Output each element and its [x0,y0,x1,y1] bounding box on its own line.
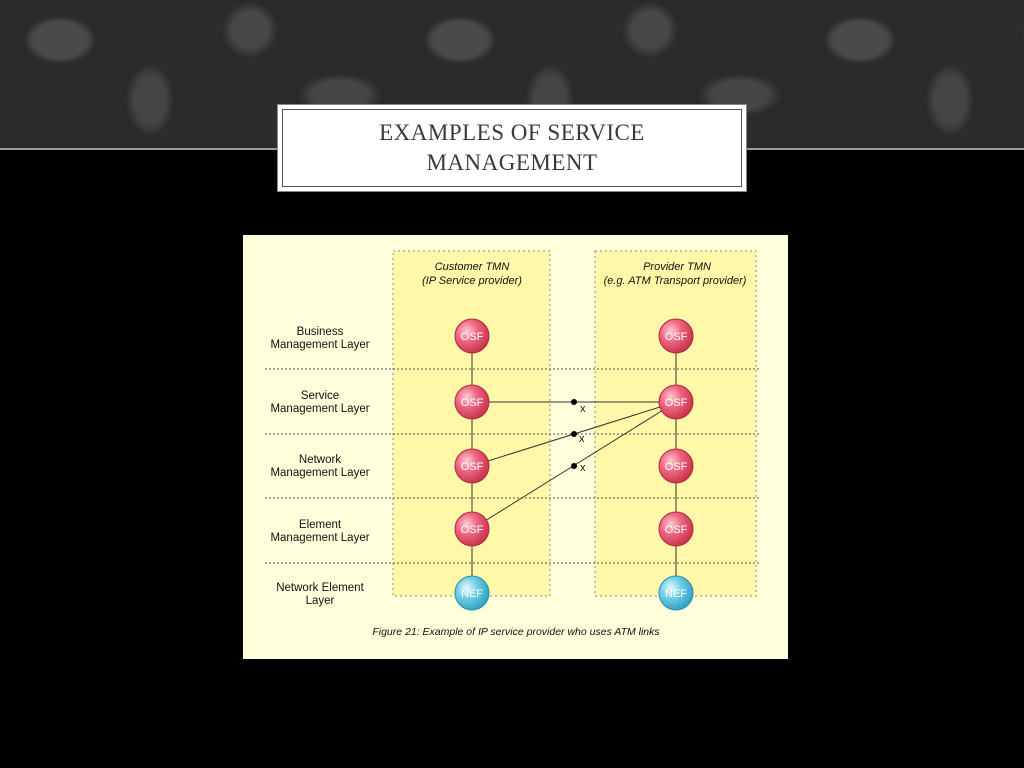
provider-tmn-subtitle: (e.g. ATM Transport provider) [603,275,747,287]
svg-text:Network Element: Network Element [276,582,364,594]
customer-element-osf-node [455,512,489,546]
svg-text:Business: Business [296,326,344,338]
element-layer-label [270,519,369,544]
provider-nef-node [659,576,693,610]
svg-text:OSF: OSF [664,331,688,343]
provider-network-osf-node [659,449,693,483]
svg-text:Element: Element [298,519,342,531]
svg-text:Network: Network [298,454,342,466]
svg-text:OSF: OSF [460,461,484,473]
customer-service-osf-node [455,385,489,419]
link-junction-dot [571,463,577,469]
business-layer-label [270,326,369,351]
customer-business-osf-node [455,319,489,353]
svg-text:Management Layer: Management Layer [270,403,370,415]
customer-tmn-title: Customer TMN [434,261,510,273]
link-marker: x [580,462,586,474]
figure-caption: Figure 21: Example of IP service provider who uses ATM links [372,626,660,638]
svg-text:NEF: NEF [665,588,687,600]
svg-text:OSF: OSF [460,397,484,409]
link-marker: x [580,403,586,415]
slide-title: EXAMPLES OF SERVICE MANAGEMENT [379,120,645,175]
svg-text:NEF: NEF [461,588,483,600]
provider-tmn-title: Provider TMN [643,261,711,273]
link-junction-dot [571,399,577,405]
tmn-diagram-svg [243,235,788,659]
customer-nef-node [455,576,489,610]
svg-text:OSF: OSF [460,524,484,536]
service-layer-label [270,390,369,415]
customer-network-osf-node [455,449,489,483]
provider-business-osf-node [659,319,693,353]
link-junction-dot [571,431,577,437]
provider-element-osf-node [659,512,693,546]
network-element-layer-label [276,582,364,607]
svg-text:OSF: OSF [664,461,688,473]
svg-text:Management Layer: Management Layer [270,339,370,351]
title-box [277,104,747,192]
svg-text:Service: Service [300,390,340,402]
provider-service-osf-node [659,385,693,419]
svg-text:OSF: OSF [664,524,688,536]
tmn-diagram [243,235,788,659]
network-layer-label [270,454,369,479]
link-marker: x [579,433,585,445]
svg-text:Management Layer: Management Layer [270,467,370,479]
title-frame [282,109,742,187]
svg-text:Management Layer: Management Layer [270,532,370,544]
customer-tmn-subtitle: (IP Service provider) [422,275,522,287]
svg-text:OSF: OSF [664,397,688,409]
svg-text:OSF: OSF [460,331,484,343]
svg-text:Layer: Layer [305,595,335,607]
